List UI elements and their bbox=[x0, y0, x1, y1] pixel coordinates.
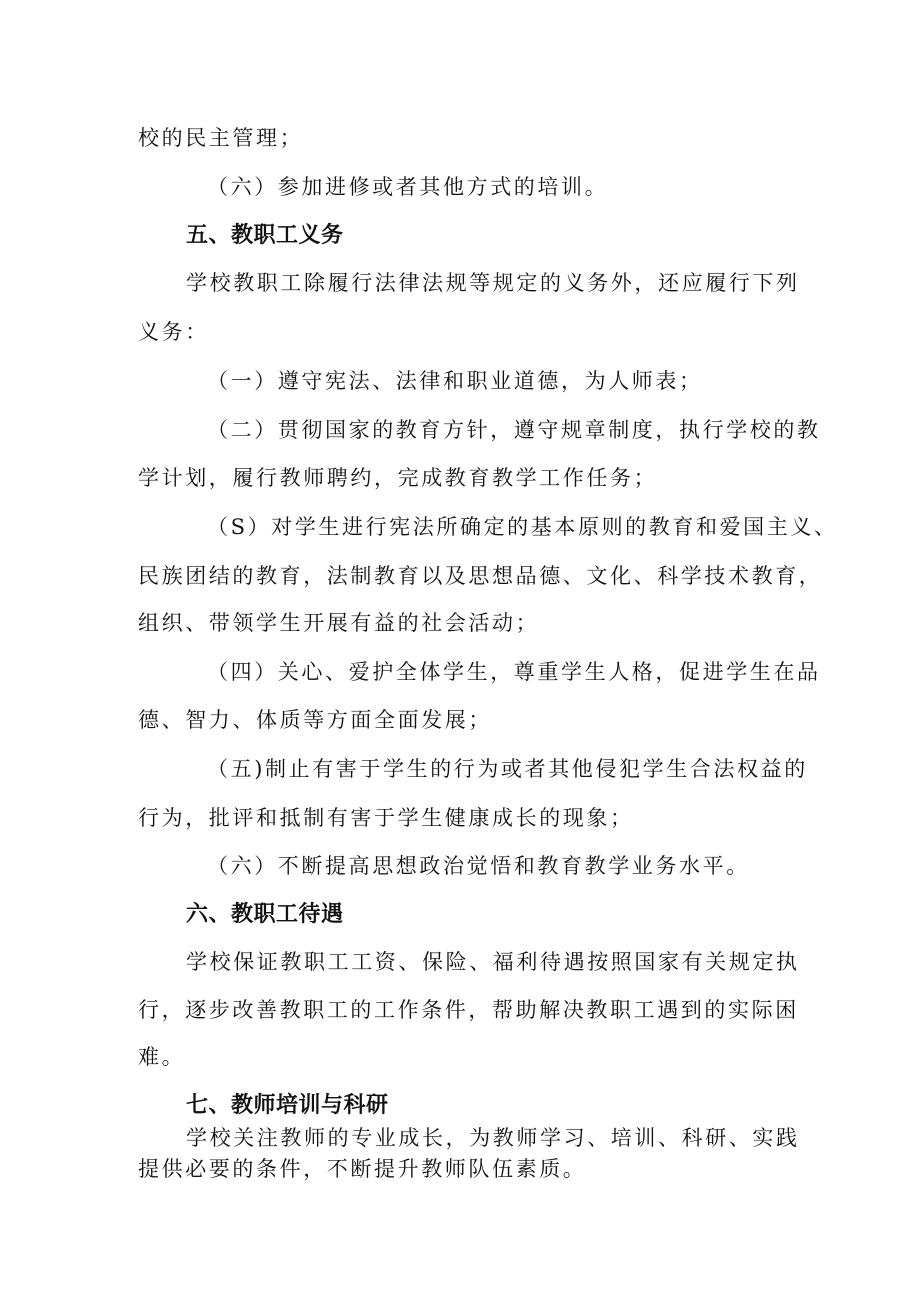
duty-item-4-line-1: （四）关心、爱护全体学生，尊重学生人格，促进学生在品 bbox=[207, 660, 821, 684]
section-5-heading: 五、教职工义务 bbox=[186, 223, 344, 248]
duty-item-3-line-3: 组织、带领学生开展有益的社会活动； bbox=[138, 611, 540, 635]
section-7-line-1: 学校关注教师的专业成长，为教师学习、培训、科研、实践 bbox=[186, 1126, 800, 1150]
duty-item-2-line-2: 学计划，履行教师聘约，完成教育教学工作任务； bbox=[138, 466, 658, 490]
section-6-line-2: 行，逐步改善教职工的工作条件，帮助解决教职工遇到的实际困 bbox=[138, 998, 799, 1022]
duty-item-3-line-1: （S）对学生进行宪法所确定的基本原则的教育和爱国主义、 bbox=[207, 515, 838, 539]
section-6-line-3: 难。 bbox=[138, 1045, 186, 1069]
right-item-6: （六）参加进修或者其他方式的培训。 bbox=[207, 175, 609, 199]
section-6-line-1: 学校保证教职工工资、保险、福利待遇按照国家有关规定执 bbox=[186, 950, 800, 974]
duty-item-1: （一）遵守宪法、法律和职业道德，为人师表； bbox=[207, 369, 703, 393]
section-7-line-2: 提供必要的条件，不断提升教师队伍素质。 bbox=[138, 1157, 587, 1181]
duty-item-5-line-1: （五)制止有害于学生的行为或者其他侵犯学生合法权益的 bbox=[207, 757, 808, 781]
duty-item-5-line-2: 行为，批评和抵制有害于学生健康成长的现象； bbox=[138, 806, 634, 830]
continuation-text: 校的民主管理； bbox=[138, 126, 304, 150]
section-6-heading: 六、教职工待遇 bbox=[186, 902, 344, 927]
section-5-intro-line-1: 学校教职工除履行法律法规等规定的义务外，还应履行下列 bbox=[186, 271, 800, 295]
section-5-intro-line-2: 义务： bbox=[138, 320, 209, 344]
duty-item-2-line-1: （二）贯彻国家的教育方针，遵守规章制度，执行学校的教 bbox=[207, 418, 821, 442]
duty-item-3-line-2: 民族团结的教育，法制教育以及思想品德、文化、科学技术教育， bbox=[138, 564, 823, 588]
duty-item-4-line-2: 德、智力、体质等方面全面发展； bbox=[138, 708, 492, 732]
duty-item-6: （六）不断提高思想政治觉悟和教育教学业务水平。 bbox=[207, 854, 750, 878]
section-7-heading: 七、教师培训与科研 bbox=[186, 1093, 389, 1118]
